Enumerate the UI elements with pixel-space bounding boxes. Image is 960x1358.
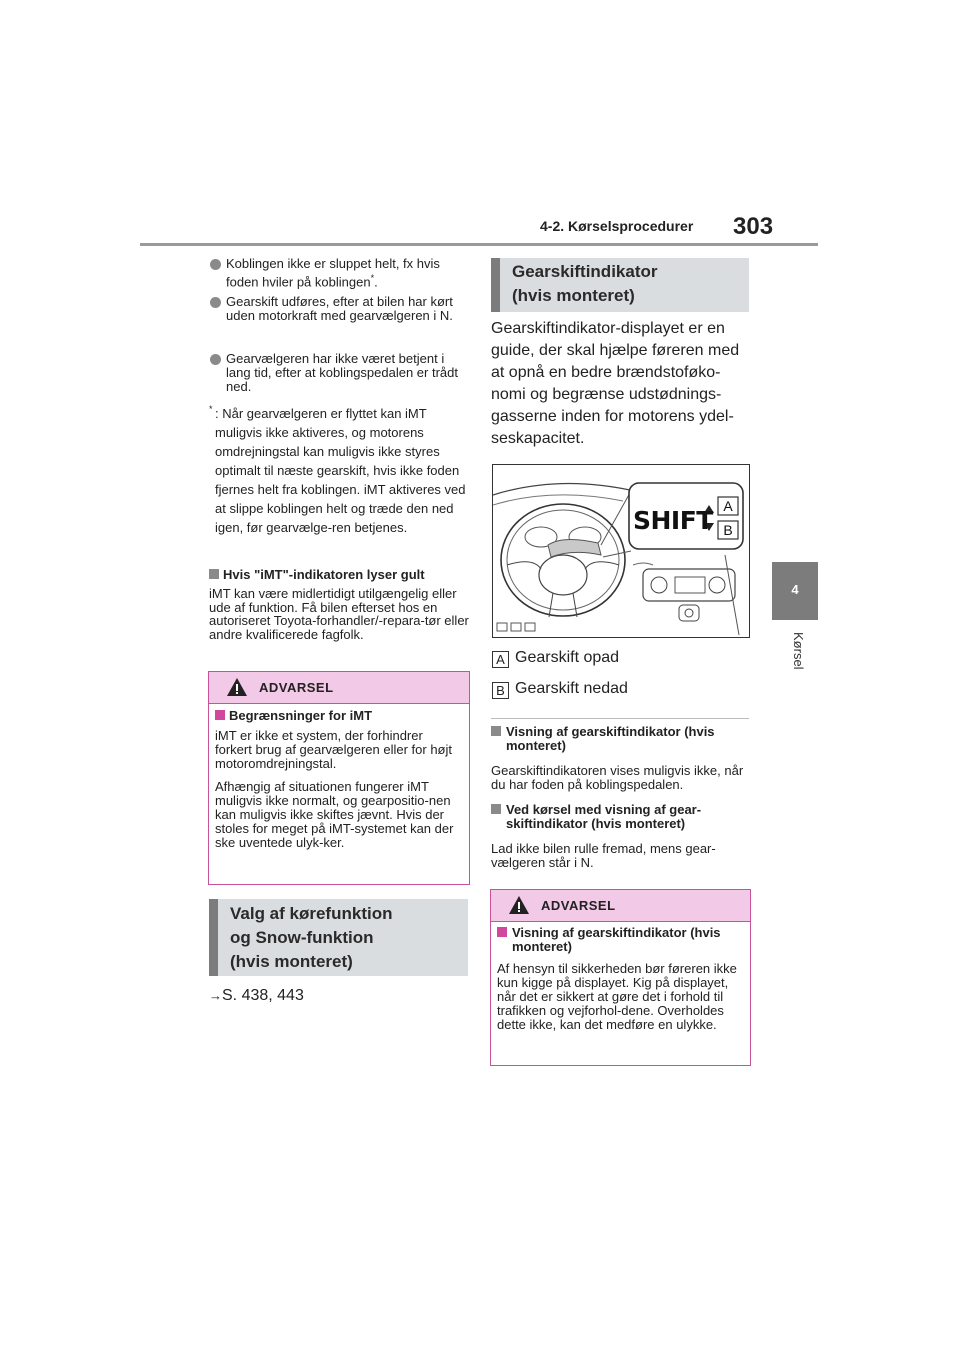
driving-body: Lad ikke bilen rulle fremad, mens gear-vælgeren står i N. — [491, 841, 716, 870]
arrow-right-icon: → — [209, 988, 222, 1003]
legend-item-b — [492, 678, 628, 700]
warning-heading-text: Begrænsninger for iMT — [229, 708, 373, 723]
legend-key: B — [492, 682, 509, 699]
imt-indicator-body: iMT kan være midlertidigt utilgængelig eller ude af funktion. Få bilen efterset hos en autoriseret Toyota-forhandler/-repara-tør eller andre kvalificerede fagfolk. — [209, 586, 469, 642]
section-heading-line: Gearskiftindikator — [512, 262, 658, 281]
page-reference-text: S. 438, 443 — [222, 987, 304, 1004]
warning-box — [208, 671, 470, 885]
page-reference — [209, 985, 304, 1007]
label-b: B — [723, 522, 733, 538]
chapter-tab-number: 4 — [791, 582, 799, 597]
subheading-text: Ved kørsel med visning af gear-skiftindikator (hvis monteret) — [506, 802, 702, 831]
page-number: 303 — [733, 213, 774, 240]
square-bullet-icon — [209, 569, 219, 579]
subheading-display — [491, 725, 749, 753]
section-heading-line: (hvis monteret) — [230, 952, 353, 971]
warning-header — [491, 890, 750, 922]
divider — [491, 718, 749, 719]
section-heading-drive-mode — [209, 899, 468, 976]
footnote-text: : Når gearvælgeren er flyttet kan iMT muligvis ikke aktiveres, og motorens omdrejningstal kan muligvis ikke styres optimalt til næste gearskift, hvis ikke foden fjernes helt fra koblingen. iMT aktiveres ved at slippe koblingen helt og træde den ned igen, før gearvælge-ren betjenes. — [215, 406, 466, 535]
warning-header — [209, 672, 469, 704]
bullet-text: Gearvælgeren har ikke været betjent i lang tid, efter at koblingspedalen er trådt ned. — [226, 351, 458, 394]
section-heading-line: og Snow-funktion — [230, 928, 374, 947]
bullet-item — [226, 295, 471, 323]
chapter-tab-label: Kørsel — [791, 632, 806, 670]
bullet-item — [226, 352, 471, 394]
chapter-section-title: 4-2. Kørselsprocedurer — [540, 218, 694, 234]
subheading-driving — [491, 803, 749, 831]
bullet-text-tail: . — [374, 274, 378, 290]
dashboard-drawing — [493, 465, 749, 637]
section-heading-line: Valg af kørefunktion — [230, 904, 393, 923]
footnote-mark: * — [209, 404, 213, 414]
bullet-item — [226, 257, 471, 289]
warning-paragraph: iMT er ikke et system, der forhindrer forkert brug af gearvælgeren eller for højt motoromdrejningstal. — [215, 728, 452, 771]
label-a: A — [723, 498, 733, 514]
legend-item-a — [492, 647, 619, 669]
bullet-icon — [210, 297, 221, 308]
warning-title: ADVARSEL — [259, 680, 334, 695]
square-bullet-icon — [491, 726, 501, 736]
footnote — [209, 404, 471, 537]
bullet-icon — [210, 259, 221, 270]
footnote-ref: * — [370, 273, 375, 283]
bullet-icon — [210, 354, 221, 365]
dashboard-illustration — [492, 464, 750, 638]
warning-paragraph: Af hensyn til sikkerheden bør føreren ikke kun kigge på displayet. Kig på displayet, når det er sikkert at gøre det i forhold til trafikken og vejforhol-dene. Overholdes dette ikke, kan det medføre en ulykke. — [497, 961, 737, 1032]
subheading-text: Hvis "iMT"-indikatoren lyser gult — [223, 567, 425, 582]
warning-triangle-icon — [508, 895, 530, 915]
subheading-imt-indicator — [209, 568, 471, 582]
square-bullet-icon — [491, 804, 501, 814]
legend-text: Gearskift nedad — [515, 680, 628, 697]
legend-text: Gearskift opad — [515, 649, 620, 666]
subheading-text: Visning af gearskiftindikator (hvis monteret) — [506, 724, 715, 753]
warning-box — [490, 889, 751, 1066]
warning-paragraph: Afhængig af situationen fungerer iMT muligvis ikke normalt, og gearpositio-nen kan muligvis ikke skiftes jævnt. Hvis der stoles for meget på iMT-systemet kan der ske uventede ulyk-ker. — [215, 779, 454, 850]
square-bullet-icon — [497, 927, 507, 937]
section-heading-line: (hvis monteret) — [512, 286, 635, 305]
display-body: Gearskiftindikatoren vises muligvis ikke, når du har foden på koblingspedalen. — [491, 763, 744, 792]
header-rule — [140, 243, 818, 246]
warning-triangle-icon — [226, 677, 248, 697]
shift-indicator-intro: Gearskiftindikator-displayet er en guide, der skal hjælpe føreren med at opnå en bedre brændstoføko-nomi og begrænse udstødnings-gasserne inden for motorens ydel-seskapacitet. — [491, 320, 740, 447]
square-bullet-icon — [215, 710, 225, 720]
shift-indicator-text: SHIFT — [633, 506, 713, 535]
warning-heading — [215, 709, 463, 723]
section-heading-shift-indicator — [491, 258, 749, 312]
legend-key: A — [492, 651, 509, 668]
warning-heading-text: Visning af gearskiftindikator (hvis monteret) — [512, 925, 721, 954]
warning-heading — [497, 926, 737, 954]
warning-title: ADVARSEL — [541, 898, 616, 913]
bullet-text: Gearskift udføres, efter at bilen har kørt uden motorkraft med gearvælgeren i N. — [226, 294, 453, 323]
bullet-text: Koblingen ikke er sluppet helt, fx hvis foden hviler på koblingen — [226, 256, 440, 290]
